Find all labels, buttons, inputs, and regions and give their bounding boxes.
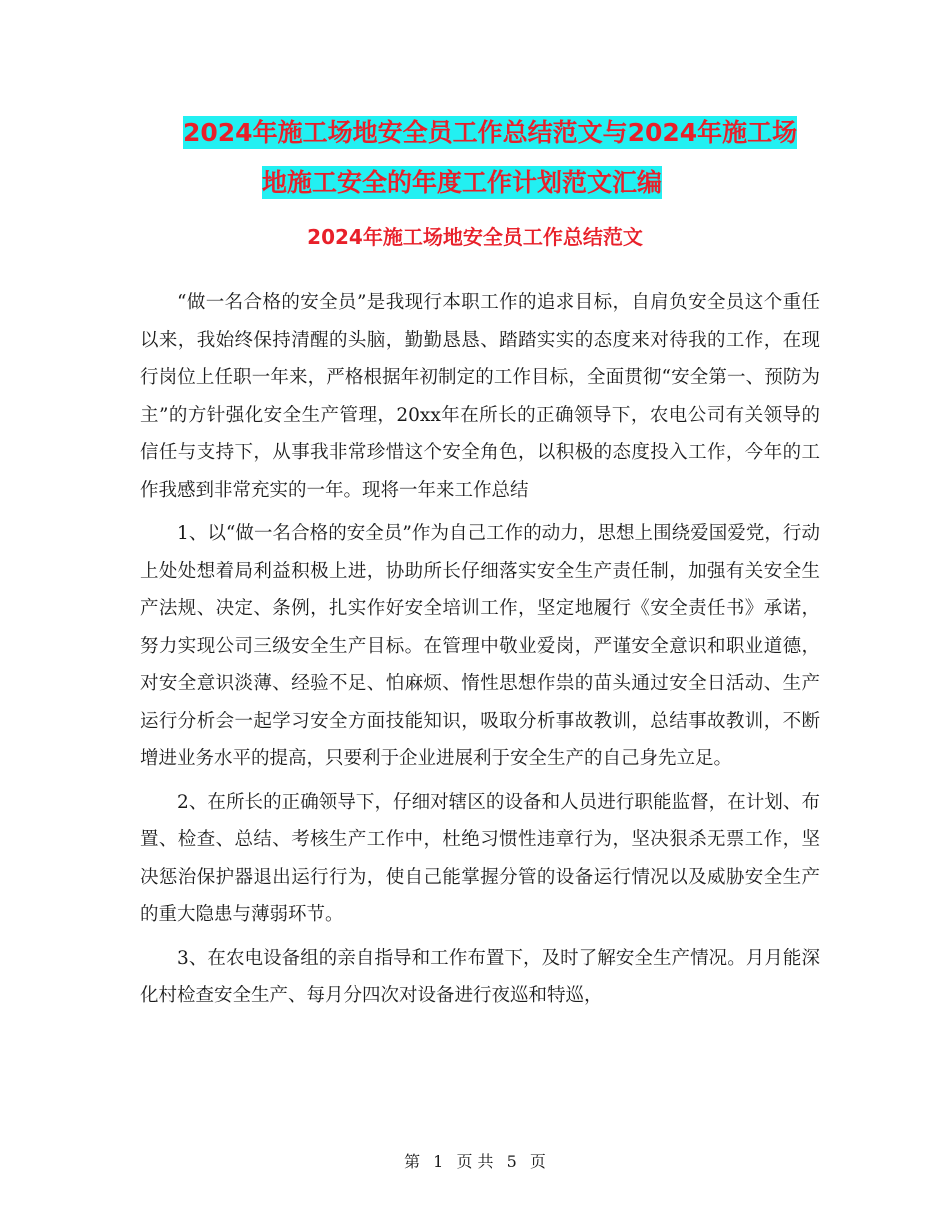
title-line-1: 2024年施工场地安全员工作总结范文与2024年施工场: [183, 118, 798, 147]
footer-page-total: 5: [506, 1152, 517, 1171]
document-title: [150, 108, 850, 208]
document-body: [140, 284, 820, 1021]
section-title: 2024年施工场地安全员工作总结范文: [307, 225, 643, 249]
title-line-2: 地施工安全的年度工作计划范文汇编: [262, 168, 663, 197]
footer-prefix: 第: [404, 1152, 421, 1171]
page-footer: [0, 1150, 950, 1174]
footer-mid: 页 共: [456, 1152, 494, 1171]
footer-suffix: 页: [529, 1152, 546, 1171]
footer-page-number: 1: [433, 1152, 444, 1171]
paragraph-intro: “做一名合格的安全员”是我现行本职工作的追求目标，自肩负安全员这个重任以来，我始终保持清醒的头脑，勤勤恳恳、踏踏实实的态度来对待我的工作，在现行岗位上任职一年来，严格根据年初制定的工作目标，全面贯彻“安全第一、预防为主”的方针强化安全生产管理，20xx年在所长的正确领导下，农电公司有关领导的信任与支持下，从事我非常珍惜这个安全角色，以积极的态度投入工作，今年的工作我感到非常充实的一年。现将一年来工作总结: [140, 292, 820, 501]
paragraph-2: 2、在所长的正确领导下，仔细对辖区的设备和人员进行职能监督，在计划、布置、检查、总结、考核生产工作中，杜绝习惯性违章行为，坚决狠杀无票工作，坚决惩治保护器退出运行行为，使自己能掌握分管的设备运行情况以及威胁安全生产的重大隐患与薄弱环节。: [140, 791, 820, 925]
paragraph-1: 1、以“做一名合格的安全员”作为自己工作的动力，思想上围绕爱国爱党，行动上处处想着局利益积极上进，协助所长仔细落实安全生产责任制，加强有关安全生产法规、决定、条例，扎实作好安全培训工作，坚定地履行《安全责任书》承诺，努力实现公司三级安全生产目标。在管理中敬业爱岗，严谨安全意识和职业道德，对安全意识淡薄、经验不足、怕麻烦、惰性思想作祟的苗头通过安全日活动、生产运行分析会一起学习安全方面技能知识，吸取分析事故教训，总结事故教训，不断增进业务水平的提高，只要利于企业进展利于安全生产的自己身先立足。: [140, 523, 820, 769]
paragraph-3: 3、在农电设备组的亲自指导和工作布置下，及时了解安全生产情况。月月能深化村检查安全生产、每月分四次对设备进行夜巡和特巡，: [140, 947, 820, 1006]
